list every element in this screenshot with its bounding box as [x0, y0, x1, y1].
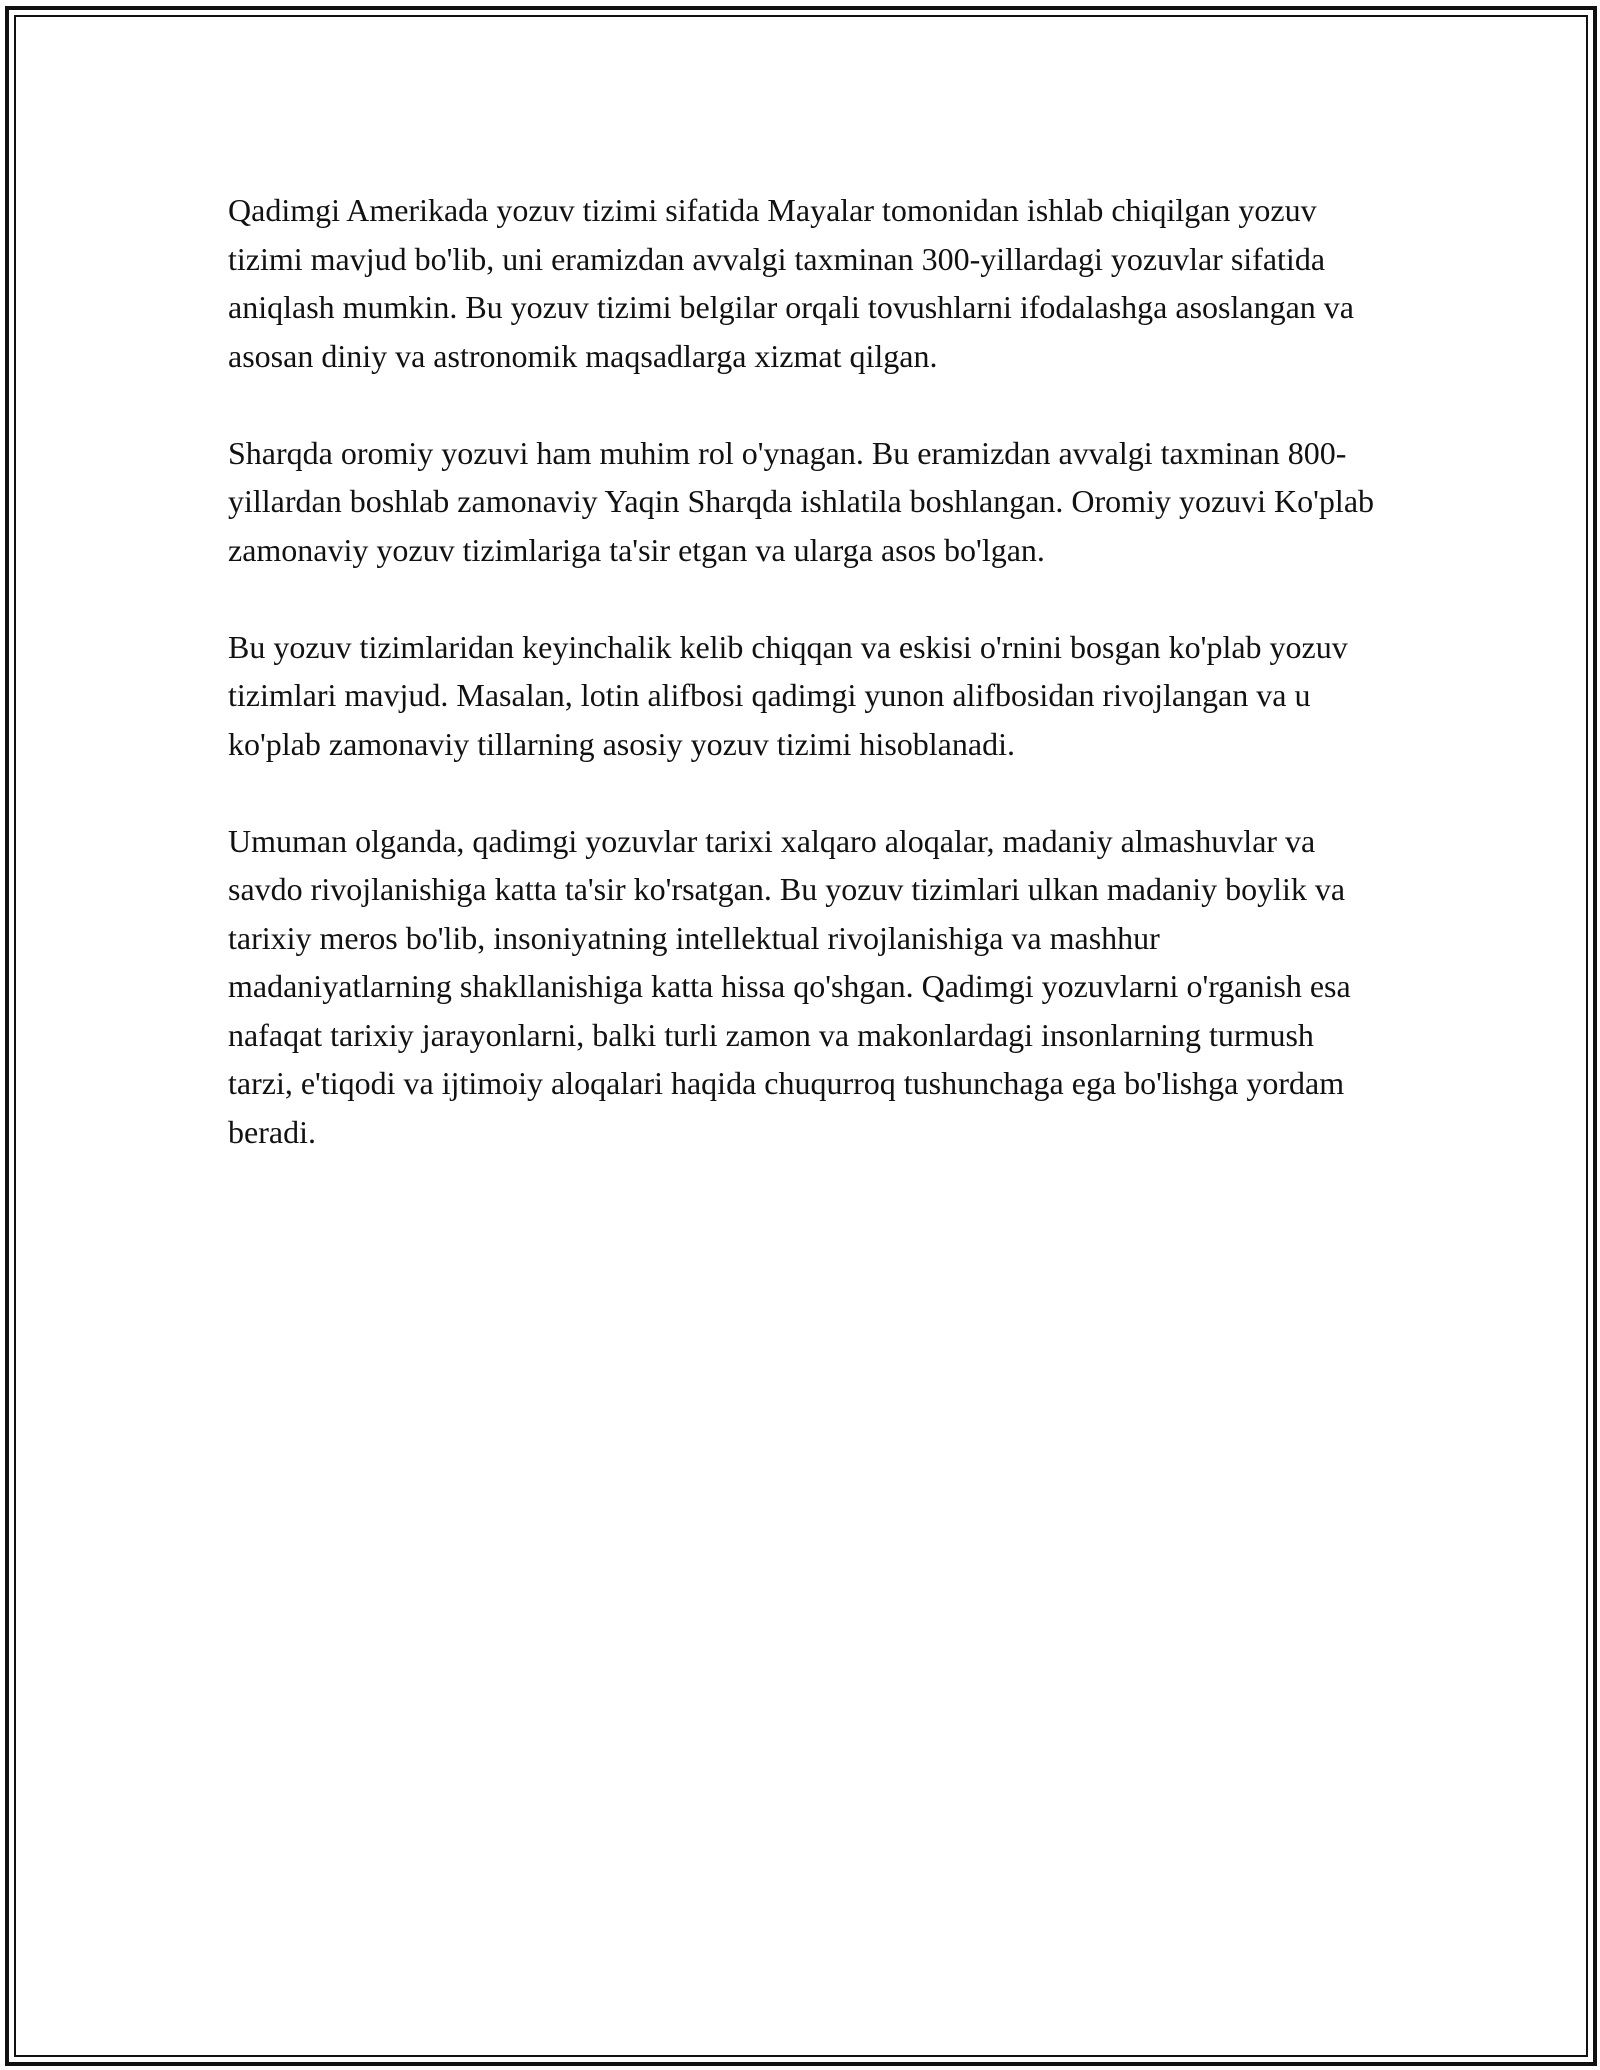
- paragraph-aramaic-script: Sharqda oromiy yozuvi ham muhim rol o'ynagan. Bu eramizdan avvalgi taxminan 800-yillardan boshlab zamonaviy Yaqin Sharqda ishlatila boshlangan. Oromiy yozuvi Ko'plab zamonaviy yozuv tizimlariga ta'sir etgan va ularga asos bo'lgan.: [228, 434, 1375, 568]
- paragraph-conclusion: Umuman olganda, qadimgi yozuvlar tarixi xalqaro aloqalar, madaniy almashuvlar va savdo rivojlanishiga katta ta'sir ko'rsatgan. Bu yozuv tizimlari ulkan madaniy boylik va tarixiy meros bo'lib, insoniyatning intellektual rivojlanishiga va mashhur madaniyatlarning shakllanishiga katta hissa qo'shgan. Qadimgi yozuvlarni o'rganish esa nafaqat tarixiy jarayonlarni, balki turli zamon va makonlardagi insonlarning turmush tarzi, e'tiqodi va ijtimoiy aloqalari haqida chuqurroq tushunchaga ega bo'lishga yordam beradi.: [228, 822, 1351, 1150]
- document-body: [228, 186, 1378, 1205]
- paragraph-derived-scripts: Bu yozuv tizimlaridan keyinchalik kelib chiqqan va eskisi o'rnini bosgan ko'plab yozuv tizimlari mavjud. Masalan, lotin alifbosi qadimgi yunon alifbosidan rivojlangan va u ko'plab zamonaviy tillarning asosiy yozuv tizimi hisoblanadi.: [228, 628, 1348, 762]
- paragraph-maya-writing: Qadimgi Amerikada yozuv tizimi sifatida Mayalar tomonidan ishlab chiqilgan yozuv tizimi mavjud bo'lib, uni eramizdan avvalgi taxminan 300-yillardagi yozuvlar sifatida aniqlash mumkin. Bu yozuv tizimi belgilar orqali tovushlarni ifodalashga asoslangan va asosan diniy va astronomik maqsadlarga xizmat qilgan.: [228, 192, 1354, 374]
